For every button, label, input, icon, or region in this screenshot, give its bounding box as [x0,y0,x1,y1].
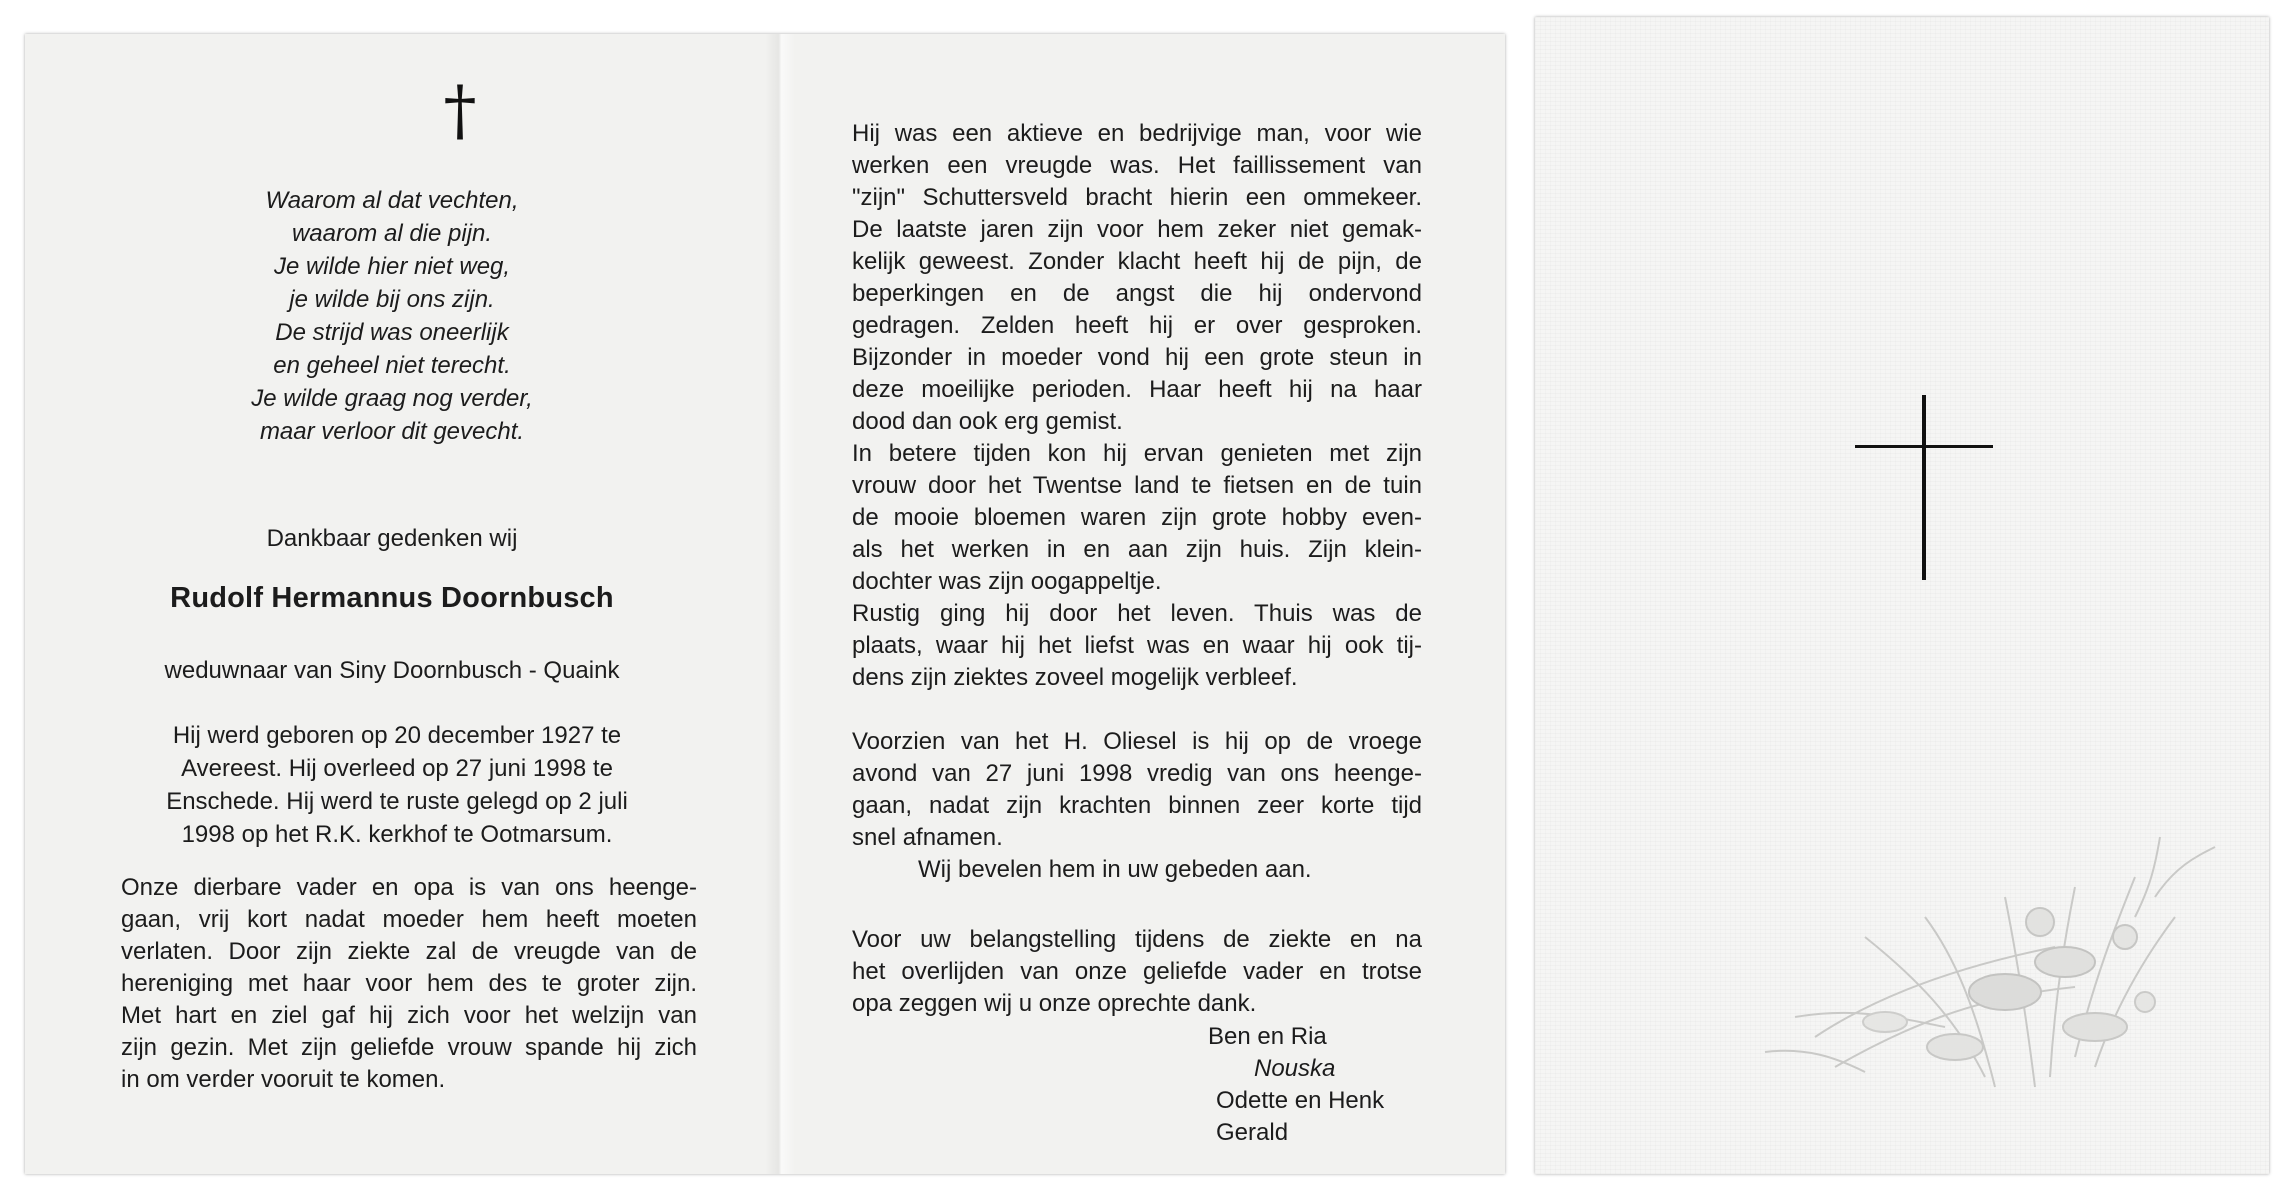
poem-line: Je wilde graag nog verder, [251,385,533,412]
text-line: dochter was zijn oogappeltje. [852,568,1162,595]
poem-line: Je wilde hier niet weg, [273,253,511,280]
life-dates [127,719,667,851]
text-line: Hij was een aktieve en bedrijvige man, voor wie [852,120,1422,147]
life-dates-line: Avereest. Hij overleed op 27 juni 1998 te [181,755,613,782]
text-line: opa zeggen wij u onze oprechte dank. [852,990,1257,1017]
life-dates-line: Enschede. Hij werd te ruste gelegd op 2 juli [166,788,628,815]
text-line: Voor uw belangstelling tijdens de ziekte en na [852,926,1422,953]
signoff-line: Gerald [1216,1119,1289,1146]
text-line: het overlijden van onze geliefde vader en trotse [852,958,1422,985]
prayer-card-inside [25,34,1505,1174]
text-line: dens zijn ziektes zoveel mogelijk verbleef. [852,664,1298,691]
cross-icon [1855,395,1993,580]
floral-decoration-icon [1765,837,2215,1087]
signoff-line: Odette en Henk [1216,1087,1385,1114]
last-rites-paragraph [852,726,1422,886]
cross-icon: † [443,72,477,149]
life-dates-line: Hij werd geboren op 20 december 1927 te [172,722,622,749]
text-line: beperkingen en de angst die hij ondervond [852,280,1422,307]
remembrance-line: Dankbaar gedenken wij [266,525,518,552]
text-line: Voorzien van het H. Oliesel is hij op de vroege [852,728,1422,755]
text-line: als het werken in en aan zijn huis. Zijn klein- [852,536,1422,563]
signoff-line: Nouska [1254,1055,1336,1082]
left-panel [87,34,697,1174]
biography-paragraph [852,118,1422,694]
text-line: vrouw door het Twentse land te fietsen en de tuin [852,472,1422,499]
life-dates-line: 1998 op het R.K. kerkhof te Ootmarsum. [181,821,613,848]
text-line: Onze dierbare vader en opa is van ons heenge- [121,874,697,901]
text-line: de mooie bloemen waren zijn grote hobby even- [852,504,1422,531]
family-signoff [1208,1021,1384,1149]
text-line: gedragen. Zelden heeft hij er over gesproken. [852,312,1422,339]
text-line: gaan, vrij kort nadat moeder hem heeft moeten [121,906,697,933]
prayer-card-cover [1535,17,2269,1174]
text-line: werken een vreugde was. Het faillissement van [852,152,1422,179]
poem-line: Waarom al dat vechten, [265,187,519,214]
text-line: snel afnamen. [852,824,1003,851]
poem-line: je wilde bij ons zijn. [289,286,495,313]
deceased-name: Rudolf Hermannus Doornbusch [170,582,614,614]
poem-line: De strijd was oneerlijk [275,319,509,346]
poem-line: en geheel niet terecht. [273,352,511,379]
poem-line: waarom al die pijn. [291,220,493,247]
poem [87,184,697,448]
text-line: hereniging met haar voor hem des te groter zijn. [121,970,697,997]
text-line: Rustig ging hij door het leven. Thuis was de [852,600,1422,627]
left-paragraph [121,872,697,1096]
card-fold [765,34,795,1174]
thanks-paragraph [852,924,1422,1020]
text-line: verlaten. Door zijn ziekte zal de vreugde van de [121,938,697,965]
poem-line: maar verloor dit gevecht. [259,418,525,445]
cover-illustration [1535,17,2269,1174]
text-line: deze moeilijke perioden. Haar heeft hij na haar [852,376,1422,403]
text-line: kelijk geweest. Zonder klacht heeft hij de pijn, de [852,248,1422,275]
widower-line: weduwnaar van Siny Doornbusch - Quaink [164,657,620,684]
right-panel [820,34,1440,1174]
text-line: avond van 27 juni 1998 vredig van ons heenge- [852,760,1422,787]
signoff-line: Ben en Ria [1208,1023,1327,1050]
text-line: in om verder vooruit te komen. [121,1066,446,1093]
text-line: zijn gezin. Met zijn geliefde vrouw spande hij zich [121,1034,697,1061]
text-line: Bijzonder in moeder vond hij een grote steun in [852,344,1422,371]
text-line: plaats, waar hij het liefst was en waar hij ook tij- [852,632,1422,659]
text-line: De laatste jaren zijn voor hem zeker niet gemak- [852,216,1422,243]
text-line: In betere tijden kon hij ervan genieten met zijn [852,440,1422,467]
text-line: dood dan ook erg gemist. [852,408,1123,435]
text-line: Met hart en ziel gaf hij zich voor het welzijn van [121,1002,697,1029]
text-line: "zijn" Schuttersveld bracht hierin een ommekeer. [852,184,1422,211]
prayer-request: Wij bevelen hem in uw gebeden aan. [918,856,1312,883]
text-line: gaan, nadat zijn krachten binnen zeer korte tijd [852,792,1422,819]
